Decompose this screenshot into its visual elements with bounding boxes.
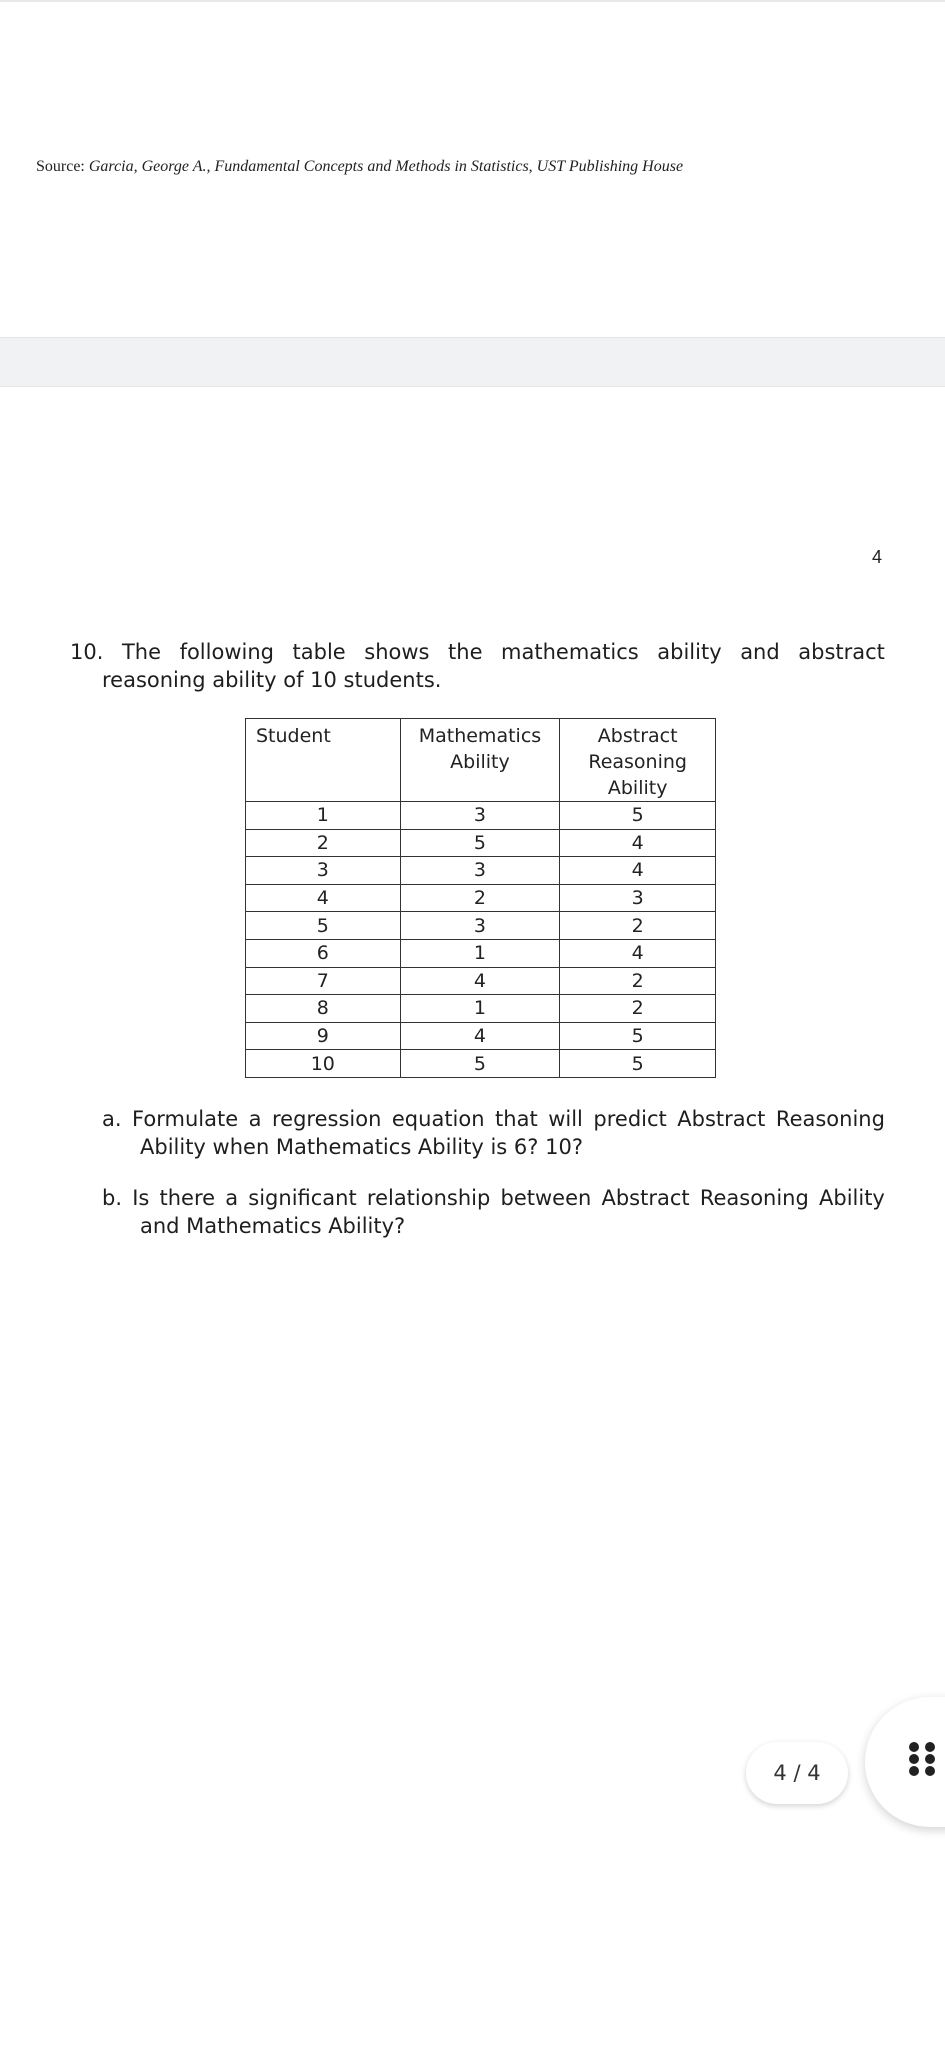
cell-abstract: 4 <box>560 857 716 885</box>
sub-question-word: Abstract <box>677 1107 766 1131</box>
question-line-1 <box>70 638 885 666</box>
cell-abstract: 5 <box>560 802 716 830</box>
sub-question-word: significant <box>248 1186 357 1210</box>
question-word: and <box>740 640 780 664</box>
sub-question-word: equation <box>391 1107 485 1131</box>
question-word: table <box>292 640 346 664</box>
cell-math: 4 <box>400 1022 560 1050</box>
sub-question-word: Reasoning <box>699 1186 809 1210</box>
question-word: the <box>448 640 483 664</box>
cell-student: 2 <box>246 829 401 857</box>
source-prefix: Source: <box>36 158 89 175</box>
sub-question-word: a <box>225 1186 239 1210</box>
question-10 <box>70 638 885 694</box>
sub-question-a <box>102 1105 885 1161</box>
cell-student: 6 <box>246 939 401 967</box>
cell-abstract: 4 <box>560 829 716 857</box>
cell-abstract: 2 <box>560 912 716 940</box>
cell-abstract: 2 <box>560 967 716 995</box>
table-row <box>246 1022 716 1050</box>
header-math-line-2: Ability <box>450 751 510 773</box>
cell-student: 9 <box>246 1022 401 1050</box>
dots-grid-icon <box>908 1741 938 1777</box>
cell-abstract: 5 <box>560 1022 716 1050</box>
table-row <box>246 912 716 940</box>
header-student-label: Student <box>256 725 331 747</box>
table-header-row <box>246 719 716 802</box>
sub-question-word: between <box>500 1186 592 1210</box>
header-abstract-line-1: Abstract <box>597 725 678 747</box>
sub-question-word: there <box>159 1186 216 1210</box>
sub-question-b <box>102 1184 885 1240</box>
sub-question-word: Abstract <box>601 1186 690 1210</box>
header-abstract-reasoning <box>560 719 716 802</box>
cell-math: 2 <box>400 884 560 912</box>
cell-student: 8 <box>246 995 401 1023</box>
source-citation <box>36 158 916 176</box>
table-row <box>246 967 716 995</box>
data-table <box>245 718 716 1078</box>
sub-question-b-line-2: and Mathematics Ability? <box>140 1214 406 1238</box>
cell-student: 5 <box>246 912 401 940</box>
header-abstract-line-3: Ability <box>607 777 668 799</box>
sub-question-word: will <box>548 1107 583 1131</box>
cell-math: 5 <box>400 1050 560 1078</box>
sub-question-word: Is <box>132 1186 150 1210</box>
cell-math: 4 <box>400 967 560 995</box>
header-math-line-1: Mathematics <box>418 725 542 747</box>
table-row <box>246 802 716 830</box>
cell-math: 1 <box>400 995 560 1023</box>
table-row <box>246 995 716 1023</box>
cell-math: 1 <box>400 939 560 967</box>
header-student <box>246 719 401 802</box>
sub-question-word: regression <box>272 1107 382 1131</box>
question-word: ability <box>657 640 722 664</box>
sub-question-a-line-2: Ability when Mathematics Ability is 6? 10? <box>140 1135 583 1159</box>
table-row <box>246 829 716 857</box>
question-word: shows <box>364 640 430 664</box>
question-word: 10. <box>70 640 104 664</box>
table-row <box>246 1050 716 1078</box>
sub-question-a-line-1 <box>102 1105 885 1133</box>
sub-question-word: predict <box>593 1107 667 1131</box>
cell-math: 5 <box>400 829 560 857</box>
page-separator <box>0 337 945 387</box>
page-number: 4 <box>871 547 882 567</box>
header-math-ability <box>400 719 560 802</box>
page-indicator[interactable]: 4 / 4 <box>746 1742 848 1804</box>
question-word: abstract <box>798 640 885 664</box>
cell-math: 3 <box>400 857 560 885</box>
sub-question-word: Formulate <box>132 1107 239 1131</box>
question-word: The <box>121 640 162 664</box>
top-divider <box>0 0 945 2</box>
cell-student: 7 <box>246 967 401 995</box>
menu-button[interactable] <box>865 1697 945 1827</box>
sub-question-word: Ability <box>819 1186 885 1210</box>
cell-math: 3 <box>400 802 560 830</box>
cell-math: 3 <box>400 912 560 940</box>
cell-student: 3 <box>246 857 401 885</box>
cell-student: 1 <box>246 802 401 830</box>
sub-question-word: Reasoning <box>775 1107 885 1131</box>
cell-abstract: 3 <box>560 884 716 912</box>
header-abstract-line-2: Reasoning <box>588 751 687 773</box>
cell-abstract: 5 <box>560 1050 716 1078</box>
cell-abstract: 2 <box>560 995 716 1023</box>
cell-student: 4 <box>246 884 401 912</box>
table-row <box>246 884 716 912</box>
table-row <box>246 939 716 967</box>
table-row <box>246 857 716 885</box>
question-word: following <box>179 640 274 664</box>
question-line-2: reasoning ability of 10 students. <box>102 668 442 692</box>
sub-question-word: relationship <box>366 1186 491 1210</box>
sub-question-b-line-1 <box>102 1184 885 1212</box>
question-word: mathematics <box>501 640 639 664</box>
sub-question-word: a <box>248 1107 262 1131</box>
sub-question-word: that <box>495 1107 538 1131</box>
sub-question-word: b. <box>102 1186 123 1210</box>
cell-abstract: 4 <box>560 939 716 967</box>
source-citation-text: Garcia, George A., Fundamental Concepts and Methods in Statistics, UST Publishing House <box>88 158 684 175</box>
cell-student: 10 <box>246 1050 401 1078</box>
sub-question-word: a. <box>102 1107 122 1131</box>
